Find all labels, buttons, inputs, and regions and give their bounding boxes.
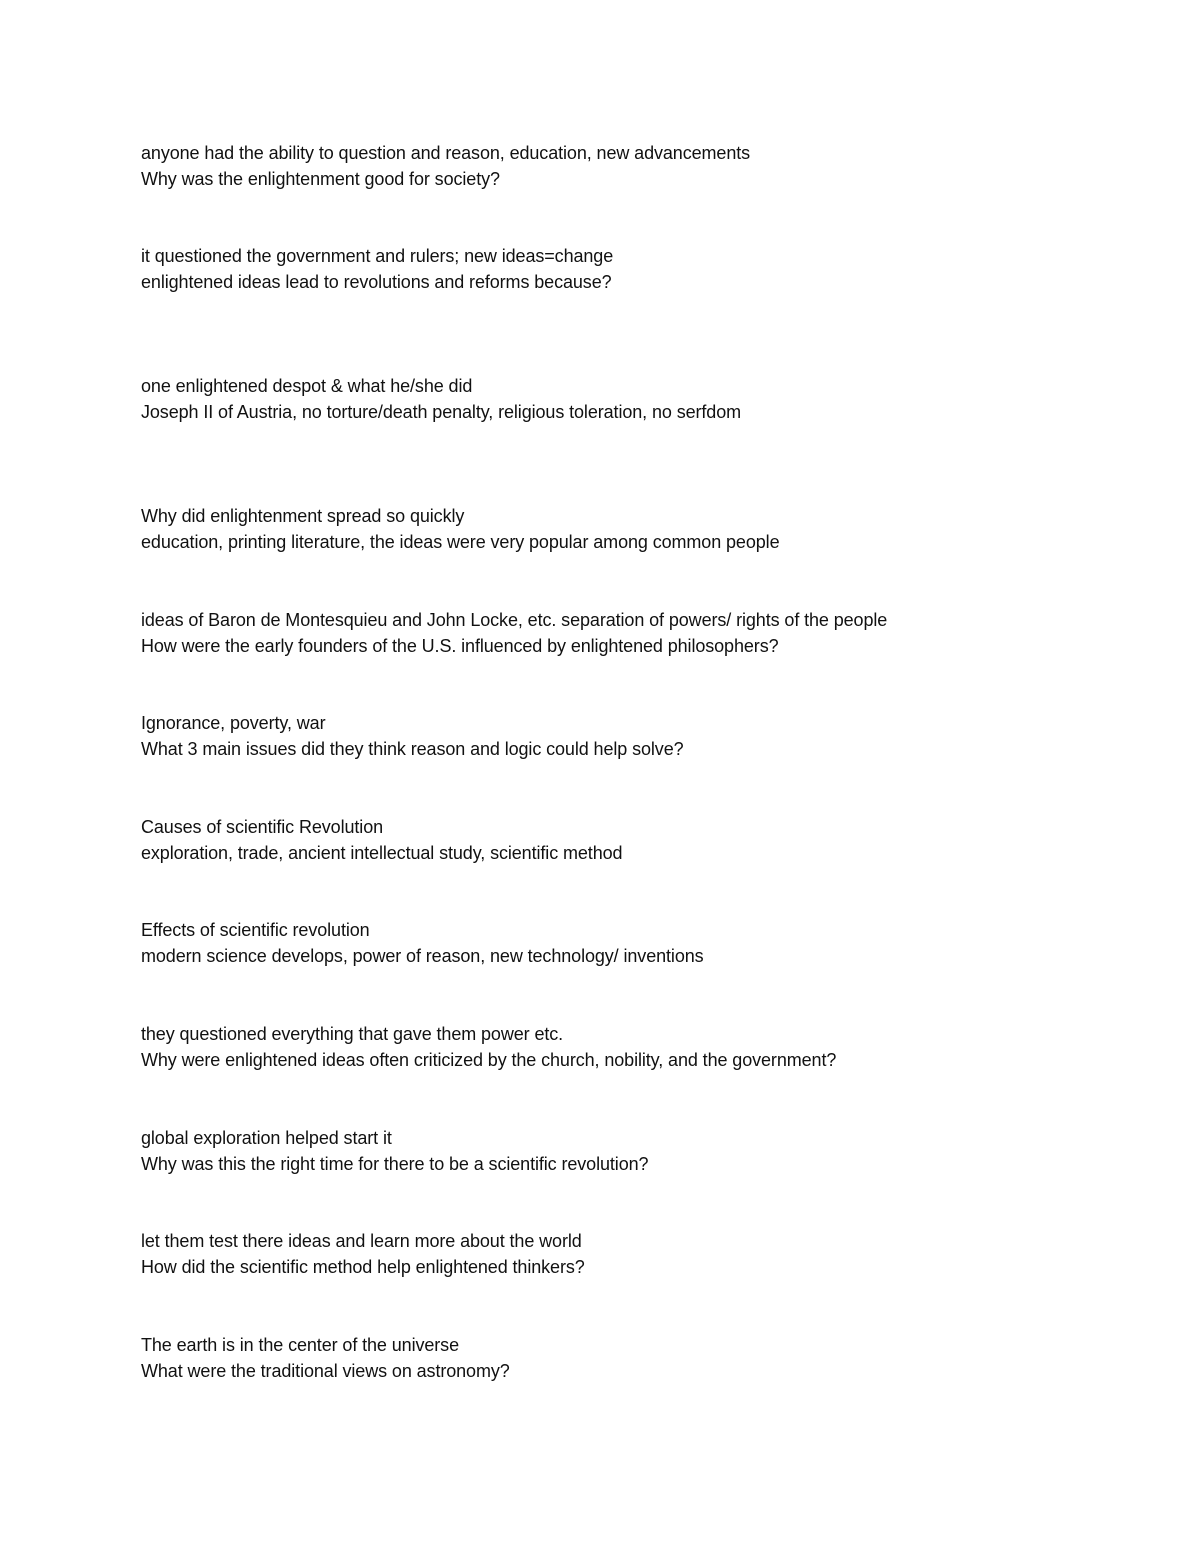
entry-line-1: they questioned everything that gave them power etc. — [141, 1024, 564, 1044]
entry-line-1: The earth is in the center of the universe — [141, 1335, 459, 1355]
entry-line-1: one enlightened despot & what he/she did — [141, 376, 473, 396]
entry-line-1: ideas of Baron de Montesquieu and John Locke, etc. separation of powers/ rights of the people — [141, 610, 888, 630]
entry-line-1: global exploration helped start it — [141, 1128, 392, 1148]
flashcard-entry — [141, 607, 1141, 659]
flashcard-entry — [141, 140, 1141, 192]
flashcard-entry — [141, 1021, 1141, 1073]
entry-line-2: enlightened ideas lead to revolutions and reforms because? — [141, 272, 612, 292]
entry-line-2: education, printing literature, the ideas were very popular among common people — [141, 532, 780, 552]
flashcard-entry — [141, 1125, 1141, 1177]
entry-line-2: Joseph II of Austria, no torture/death penalty, religious toleration, no serfdom — [141, 402, 742, 422]
entry-line-1: it questioned the government and rulers; new ideas=change — [141, 246, 614, 266]
entry-line-1: Effects of scientific revolution — [141, 920, 370, 940]
entry-line-2: How did the scientific method help enlightened thinkers? — [141, 1257, 585, 1277]
flashcard-entry — [141, 373, 1141, 425]
flashcard-entry — [141, 814, 1141, 866]
entry-line-1: anyone had the ability to question and reason, education, new advancements — [141, 143, 751, 163]
entry-line-2: What were the traditional views on astronomy? — [141, 1361, 510, 1381]
entry-line-2: What 3 main issues did they think reason and logic could help solve? — [141, 739, 684, 759]
entry-line-2: Why were enlightened ideas often criticized by the church, nobility, and the government? — [141, 1050, 837, 1070]
flashcard-entry — [141, 1228, 1141, 1280]
entry-line-2: How were the early founders of the U.S. influenced by enlightened philosophers? — [141, 636, 779, 656]
flashcard-entry — [141, 243, 1141, 295]
flashcard-entry — [141, 917, 1141, 969]
entry-line-2: Why was the enlightenment good for society? — [141, 169, 500, 189]
entry-line-1: Causes of scientific Revolution — [141, 817, 384, 837]
entry-line-1: Ignorance, poverty, war — [141, 713, 326, 733]
entry-line-1: Why did enlightenment spread so quickly — [141, 506, 465, 526]
entry-line-1: let them test there ideas and learn more about the world — [141, 1231, 582, 1251]
entry-line-2: Why was this the right time for there to be a scientific revolution? — [141, 1154, 649, 1174]
flashcard-entry — [141, 1332, 1141, 1384]
entry-line-2: modern science develops, power of reason, new technology/ inventions — [141, 946, 704, 966]
flashcard-entry — [141, 710, 1141, 762]
flashcard-entry — [141, 503, 1141, 555]
entry-line-2: exploration, trade, ancient intellectual study, scientific method — [141, 843, 623, 863]
